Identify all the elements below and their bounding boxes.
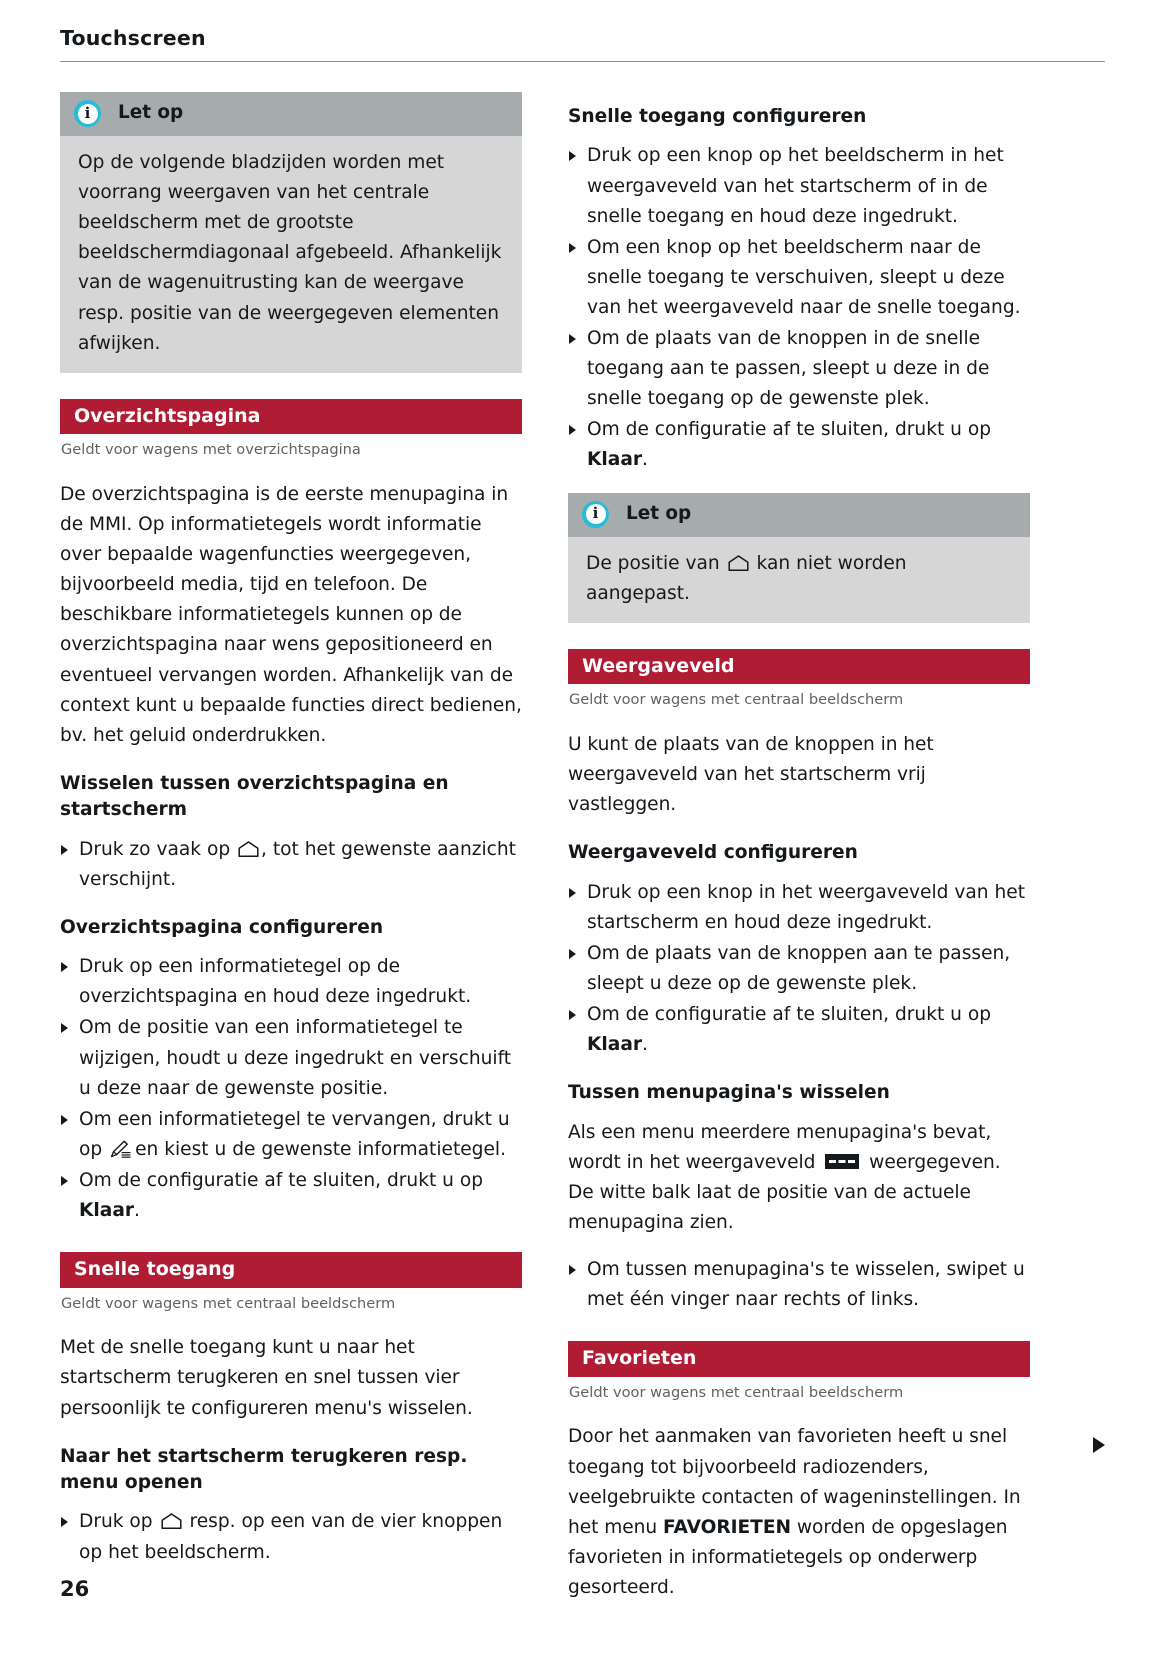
home-icon — [161, 1513, 182, 1529]
list-tussen-menupaginas — [568, 1255, 1030, 1315]
list-weergaveveld-configureren — [568, 878, 1030, 1061]
favorieten-intro — [568, 1422, 1030, 1603]
list-item — [568, 233, 1030, 323]
list-naar-startscherm — [60, 1507, 522, 1567]
info-icon — [74, 100, 101, 127]
bullet-text: Druk op een informatietegel op de overzichtspagina en houd deze ingedrukt. — [79, 956, 472, 1008]
page-number: 26 — [60, 1577, 90, 1601]
bullet-text-part-a: Om de configuratie af te sluiten, drukt u op — [587, 1004, 992, 1026]
subhead-naar-startscherm: Naar het startscherm terugkeren resp. menu openen — [60, 1445, 468, 1494]
page-header — [60, 26, 1105, 62]
triangle-bullet-icon — [569, 1010, 576, 1020]
triangle-bullet-icon — [569, 151, 576, 161]
bullet-text-part-c: . — [642, 1034, 648, 1056]
triangle-bullet-icon — [569, 243, 576, 253]
triangle-bullet-icon — [61, 962, 68, 972]
bullet-text-part-b: , tot het gewenste aanzicht verschijnt. — [79, 838, 516, 890]
list-item — [60, 1166, 522, 1226]
left-column — [60, 88, 522, 1563]
bullet-text: Druk op een knop op het beeldscherm in het weergaveveld van het startscherm of in de snelle toegang en houd deze ingedrukt. — [587, 145, 1004, 227]
list-item — [568, 1000, 1030, 1060]
bullet-text-part-a: Druk zo vaak op — [79, 838, 231, 860]
bullet-text-part-c: . — [642, 449, 648, 471]
triangle-bullet-icon — [61, 845, 68, 855]
triangle-bullet-icon — [569, 949, 576, 959]
page-title: Touchscreen — [60, 26, 206, 50]
triangle-bullet-icon — [569, 425, 576, 435]
list-item — [60, 1105, 522, 1165]
menu-page-indicator-icon — [825, 1154, 859, 1169]
subhead-tussen-menupaginas: Tussen menupagina's wisselen — [568, 1082, 890, 1104]
bullet-text-part-c: . — [134, 1200, 140, 1222]
list-item — [568, 939, 1030, 999]
bullet-text-part-a: Druk op — [79, 1511, 153, 1533]
bullet-text-part-a: Om een informatietegel te vervangen, drukt u op — [79, 1108, 510, 1160]
section-bar-snelle-toegang: Snelle toegang — [60, 1252, 522, 1287]
bullet-text-bold: Klaar — [587, 1034, 643, 1056]
triangle-bullet-icon — [61, 1115, 68, 1125]
bullet-text-bold: Klaar — [587, 449, 643, 471]
triangle-bullet-icon — [61, 1023, 68, 1033]
subhead-snelle-toegang-configureren: Snelle toegang configureren — [568, 106, 867, 127]
continue-arrow-icon — [1093, 1437, 1105, 1453]
snelle-toegang-intro: Met de snelle toegang kunt u naar het startscherm terugkeren en snel tussen vier persoonlijk te configureren menu's wisselen. — [60, 1337, 473, 1419]
header-divider — [60, 61, 1105, 62]
bullet-text-part-b: resp. op een van de vier knoppen op het beeldscherm. — [79, 1511, 503, 1563]
bullet-text-bold: Klaar — [79, 1200, 135, 1222]
list-wisselen-tussen — [60, 835, 522, 895]
list-item — [568, 324, 1030, 414]
note-box-right — [568, 493, 1030, 623]
bullet-text: Om de positie van een informatietegel te wijzigen, houdt u deze ingedrukt en verschuift u deze naar de gewenste positie. — [79, 1017, 512, 1099]
list-item — [60, 1507, 522, 1567]
bullet-text: Om de plaats van de knoppen in de snelle toegang aan te passen, sleept u deze in de snelle toegang op de gewenste plek. — [587, 328, 990, 410]
note-body — [60, 136, 522, 373]
section-applies-to-overzichtspagina: Geldt voor wagens met overzichtspagina — [61, 441, 361, 459]
bullet-text: Om tussen menupagina's te wisselen, swipet u met één vinger naar rechts of links. — [587, 1259, 1025, 1311]
note-header — [568, 493, 1030, 537]
favorieten-part-a: Door het aanmaken van favorieten heeft u snel toegang tot bijvoorbeeld radiozenders, veelgebruikte contacten of wageninstellingen. In het menu — [568, 1426, 1021, 1538]
note-header — [60, 92, 522, 136]
note-text-part-b: kan niet worden aangepast. — [586, 552, 907, 604]
section-applies-to-favorieten: Geldt voor wagens met centraal beeldscherm — [569, 1383, 904, 1401]
list-overzichtspagina-configureren — [60, 952, 522, 1226]
triangle-bullet-icon — [61, 1517, 68, 1527]
section-applies-to-weergaveveld: Geldt voor wagens met centraal beeldscherm — [569, 691, 904, 709]
list-item — [568, 141, 1030, 231]
section-applies-to-snelle-toegang: Geldt voor wagens met centraal beeldscherm — [61, 1294, 396, 1312]
bullet-text: Om de plaats van de knoppen aan te passen, sleept u deze op de gewenste plek. — [587, 942, 1011, 994]
overzichtspagina-intro: De overzichtspagina is de eerste menupagina in de MMI. Op informatietegels wordt informatie over bepaalde wagenfuncties weergegeven, bijvoorbeeld media, tijd en telefoon. De beschikbare informatietegels kunnen op de overzichtspagina naar wens gepositioneerd en eventueel vervangen worden. Afhankelijk van de context kunt u bepaalde functies direct bedienen, bv. het geluid onderdrukken. — [60, 483, 522, 746]
info-icon-disc — [78, 104, 98, 124]
subhead-weergaveveld-configureren: Weergaveveld configureren — [568, 842, 858, 864]
list-snelle-toegang-configureren — [568, 141, 1030, 475]
pencil-edit-icon — [110, 1140, 132, 1158]
list-item — [60, 952, 522, 1012]
subhead-wisselen-tussen: Wisselen tussen overzichtspagina en startscherm — [60, 772, 449, 821]
list-item — [60, 835, 522, 895]
info-icon-letter: i — [592, 504, 599, 523]
para-part-a: Als een menu meerdere menupagina's bevat, wordt in het weergaveveld — [568, 1121, 992, 1173]
note-text: Op de volgende bladzijden worden met voorrang weergaven van het centrale beeldscherm met de grootste beeldschermdiagonaal afgebeeld. Afhankelijk van de wagenuitrusting kan de weergave resp. positie van de weergegeven elementen afwijken. — [78, 152, 502, 354]
favorieten-bold: FAVORIETEN — [663, 1516, 791, 1538]
info-icon — [582, 501, 609, 528]
bullet-text-part-b: en kiest u de gewenste informatietegel. — [135, 1138, 506, 1160]
note-body — [568, 537, 1030, 623]
bullet-text-part-a: Om de configuratie af te sluiten, drukt u op — [79, 1170, 484, 1191]
list-item — [568, 878, 1030, 938]
bullet-text: Druk op een knop in het weergaveveld van het startscherm en houd deze ingedrukt. — [587, 881, 1025, 933]
para-part-b: weergegeven. De witte balk laat de positie van de actuele menupagina zien. — [568, 1151, 1001, 1233]
section-bar-weergaveveld: Weergaveveld — [568, 649, 1030, 684]
note-box-top — [60, 92, 522, 373]
favorieten-part-b: worden de opgeslagen favorieten in informatietegels op onderwerp gesorteerd. — [568, 1516, 1008, 1598]
right-column — [568, 88, 1030, 1598]
info-icon-letter: i — [84, 103, 91, 122]
info-icon-disc — [586, 504, 606, 524]
list-item — [568, 1255, 1030, 1315]
list-item — [568, 415, 1030, 475]
note-text — [586, 549, 1012, 609]
bullet-text: Om een knop op het beeldscherm naar de snelle toegang te verschuiven, sleept u deze van het weergaveveld naar de snelle toegang. — [587, 236, 1021, 318]
note-title: Let op — [626, 503, 692, 525]
list-item — [60, 1013, 522, 1103]
subhead-overzichtspagina-configureren: Overzichtspagina configureren — [60, 916, 384, 938]
tussen-menupaginas-para — [568, 1118, 1030, 1238]
weergaveveld-intro: U kunt de plaats van de knoppen in het weergaveveld van het startscherm vrij vastleggen. — [568, 733, 934, 816]
home-icon — [238, 841, 259, 857]
home-icon — [728, 555, 749, 571]
note-text-part-a: De positie van — [586, 552, 720, 574]
triangle-bullet-icon — [61, 1176, 68, 1186]
section-bar-overzichtspagina: Overzichtspagina — [60, 399, 522, 434]
triangle-bullet-icon — [569, 1265, 576, 1275]
bullet-text-part-a: Om de configuratie af te sluiten, drukt u op — [587, 419, 992, 441]
section-bar-favorieten: Favorieten — [568, 1341, 1030, 1376]
triangle-bullet-icon — [569, 888, 576, 898]
triangle-bullet-icon — [569, 334, 576, 344]
note-title: Let op — [118, 102, 184, 124]
